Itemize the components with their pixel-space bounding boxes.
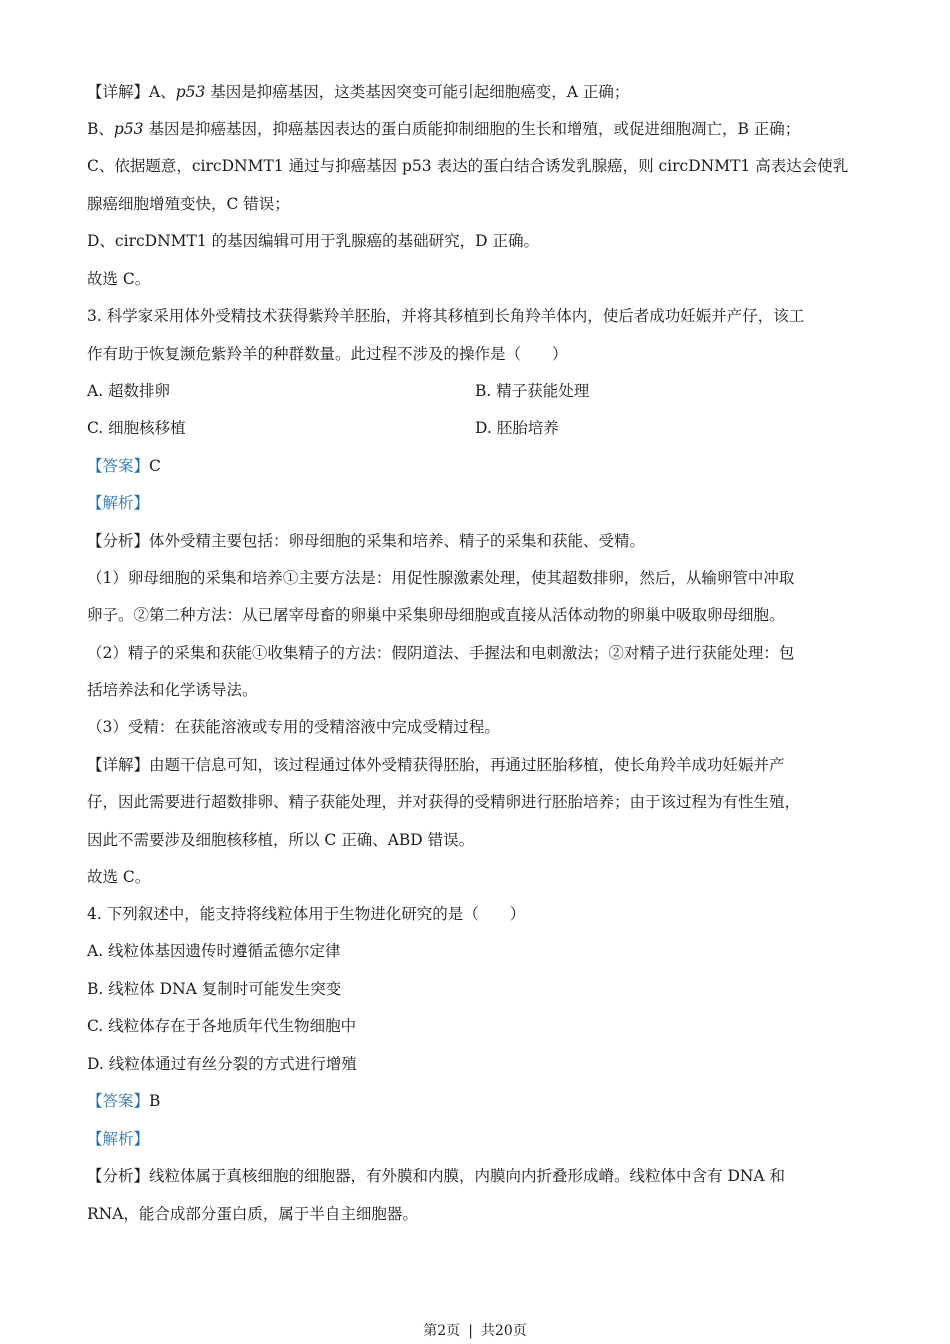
text-segment: B. 线粒体 DNA 复制时可能发生突变 bbox=[87, 980, 342, 998]
text-segment: 4. 下列叙述中，能支持将线粒体用于生物进化研究的是（ ） bbox=[87, 905, 526, 923]
text-segment: 故选 C。 bbox=[87, 270, 151, 288]
text-segment: 作有助于恢复濒危紫羚羊的种群数量。此过程不涉及的操作是（ ） bbox=[87, 345, 568, 363]
section-tag: 【答案】 bbox=[87, 1092, 150, 1110]
text-line-q3-p1a bbox=[87, 567, 877, 589]
text-line-q3-p1b bbox=[87, 604, 877, 626]
text-line-q4-fx1 bbox=[87, 1165, 877, 1187]
text-line-detail1-a bbox=[87, 81, 877, 103]
text-line-q3-l2 bbox=[87, 343, 877, 365]
text-line-q4 bbox=[87, 903, 877, 925]
text-line-q4-analysis bbox=[87, 1128, 877, 1150]
text-line-q3-l1 bbox=[87, 305, 877, 327]
text-segment: RNA，能合成部分蛋白质，属于半自主细胞器。 bbox=[87, 1205, 418, 1223]
q3-option-c: C. 细胞核移植 bbox=[87, 419, 186, 437]
text-segment: p53 bbox=[175, 83, 206, 101]
text-segment: 括培养法和化学诱导法。 bbox=[87, 681, 258, 699]
text-segment: C、依据题意，circDNMT1 通过与抑癌基因 p53 表达的蛋白结合诱发乳腺癌，则 circDNMT1 高表达会使乳 bbox=[87, 157, 849, 175]
section-tag: 【详解】 bbox=[87, 756, 150, 774]
q3-option-a: A. 超数排卵 bbox=[87, 382, 171, 400]
text-line-choose1 bbox=[87, 268, 877, 290]
text-line-q4-fx2 bbox=[87, 1203, 877, 1225]
text-line-q3-answer bbox=[87, 455, 877, 477]
page-number: 第2页 bbox=[423, 1323, 461, 1339]
text-segment: 基因是抑癌基因，抑癌基因表达的蛋白质能抑制细胞的生长和增殖，或促进细胞凋亡，B 正确； bbox=[143, 120, 801, 138]
text-segment: 由题干信息可知，该过程通过体外受精获得胚胎，再通过胚胎移植，使长角羚羊成功妊娠并产 bbox=[149, 756, 785, 774]
text-segment: （2）精子的采集和获能①收集精子的方法：假阴道法、手握法和电刺激法；②对精子进行获能处理：包 bbox=[87, 644, 795, 662]
section-tag: 【分析】 bbox=[87, 532, 150, 550]
text-line-q3-p2b bbox=[87, 679, 877, 701]
section-tag: 【详解】 bbox=[87, 83, 150, 101]
text-line-q3-xj2 bbox=[87, 791, 877, 813]
text-line-detail1-b bbox=[87, 118, 877, 140]
section-tag: 【解析】 bbox=[87, 494, 150, 512]
text-line-q4-a bbox=[87, 940, 877, 962]
text-line-q3-p2a bbox=[87, 642, 877, 664]
text-segment: A、 bbox=[149, 83, 176, 101]
text-line-detail1-c1 bbox=[87, 155, 877, 177]
text-line-q3-fx bbox=[87, 530, 877, 552]
text-line-q4-d bbox=[87, 1053, 877, 1075]
footer-separator: | bbox=[468, 1323, 473, 1339]
text-segment: C bbox=[149, 457, 161, 475]
text-segment: 体外受精主要包括：卵母细胞的采集和培养、精子的采集和获能、受精。 bbox=[149, 532, 646, 550]
text-line-detail1-c2 bbox=[87, 193, 877, 215]
text-segment: A. 线粒体基因遗传时遵循孟德尔定律 bbox=[87, 942, 341, 960]
text-segment: 腺癌细胞增殖变快，C 错误； bbox=[87, 195, 290, 213]
q3-option-b: B. 精子获能处理 bbox=[475, 382, 590, 400]
text-segment: （1）卵母细胞的采集和培养①主要方法是：用促性腺激素处理，使其超数排卵，然后，从输卵管中冲取 bbox=[87, 569, 795, 587]
section-tag: 【解析】 bbox=[87, 1130, 150, 1148]
text-segment: 基因是抑癌基因，这类基因突变可能引起细胞癌变，A 正确； bbox=[205, 83, 630, 101]
q3-option-d: D. 胚胎培养 bbox=[475, 419, 559, 437]
text-segment: 线粒体属于真核细胞的细胞器，有外膜和内膜，内膜向内折叠形成嵴。线粒体中含有 DNA 和 bbox=[149, 1167, 786, 1185]
text-segment: 因此不需要涉及细胞核移植，所以 C 正确、ABD 错误。 bbox=[87, 831, 475, 849]
text-line-q4-answer bbox=[87, 1090, 877, 1112]
text-segment: B bbox=[149, 1092, 161, 1110]
section-tag: 【分析】 bbox=[87, 1167, 150, 1185]
text-segment: （3）受精：在获能溶液或专用的受精溶液中完成受精过程。 bbox=[87, 718, 500, 736]
text-segment: 仔，因此需要进行超数排卵、精子获能处理，并对获得的受精卵进行胚胎培养；由于该过程为有性生殖， bbox=[87, 793, 801, 811]
text-segment: B、 bbox=[87, 120, 114, 138]
text-line-q4-b bbox=[87, 978, 877, 1000]
text-segment: C. 线粒体存在于各地质年代生物细胞中 bbox=[87, 1017, 357, 1035]
text-segment: 3. 科学家采用体外受精技术获得紫羚羊胚胎，并将其移植到长角羚羊体内，使后者成功妊娠并产仔，该工 bbox=[87, 307, 805, 325]
text-line-q4-c bbox=[87, 1015, 877, 1037]
text-line-q3-xj3 bbox=[87, 829, 877, 851]
text-segment: p53 bbox=[113, 120, 144, 138]
text-line-q3-analysis bbox=[87, 492, 877, 514]
text-segment: 故选 C。 bbox=[87, 868, 151, 886]
text-line-detail1-d bbox=[87, 230, 877, 252]
page-footer bbox=[0, 1320, 950, 1340]
text-line-q3-xj1 bbox=[87, 754, 877, 776]
text-segment: D、circDNMT1 的基因编辑可用于乳腺癌的基础研究，D 正确。 bbox=[87, 232, 539, 250]
page-total: 共20页 bbox=[480, 1323, 527, 1339]
text-line-q3-p3 bbox=[87, 716, 877, 738]
text-segment: 卵子。②第二种方法：从已屠宰母畜的卵巢中采集卵母细胞或直接从活体动物的卵巢中吸取卵母细胞。 bbox=[87, 606, 785, 624]
text-line-choose3 bbox=[87, 866, 877, 888]
text-segment: D. 线粒体通过有丝分裂的方式进行增殖 bbox=[87, 1055, 357, 1073]
section-tag: 【答案】 bbox=[87, 457, 150, 475]
